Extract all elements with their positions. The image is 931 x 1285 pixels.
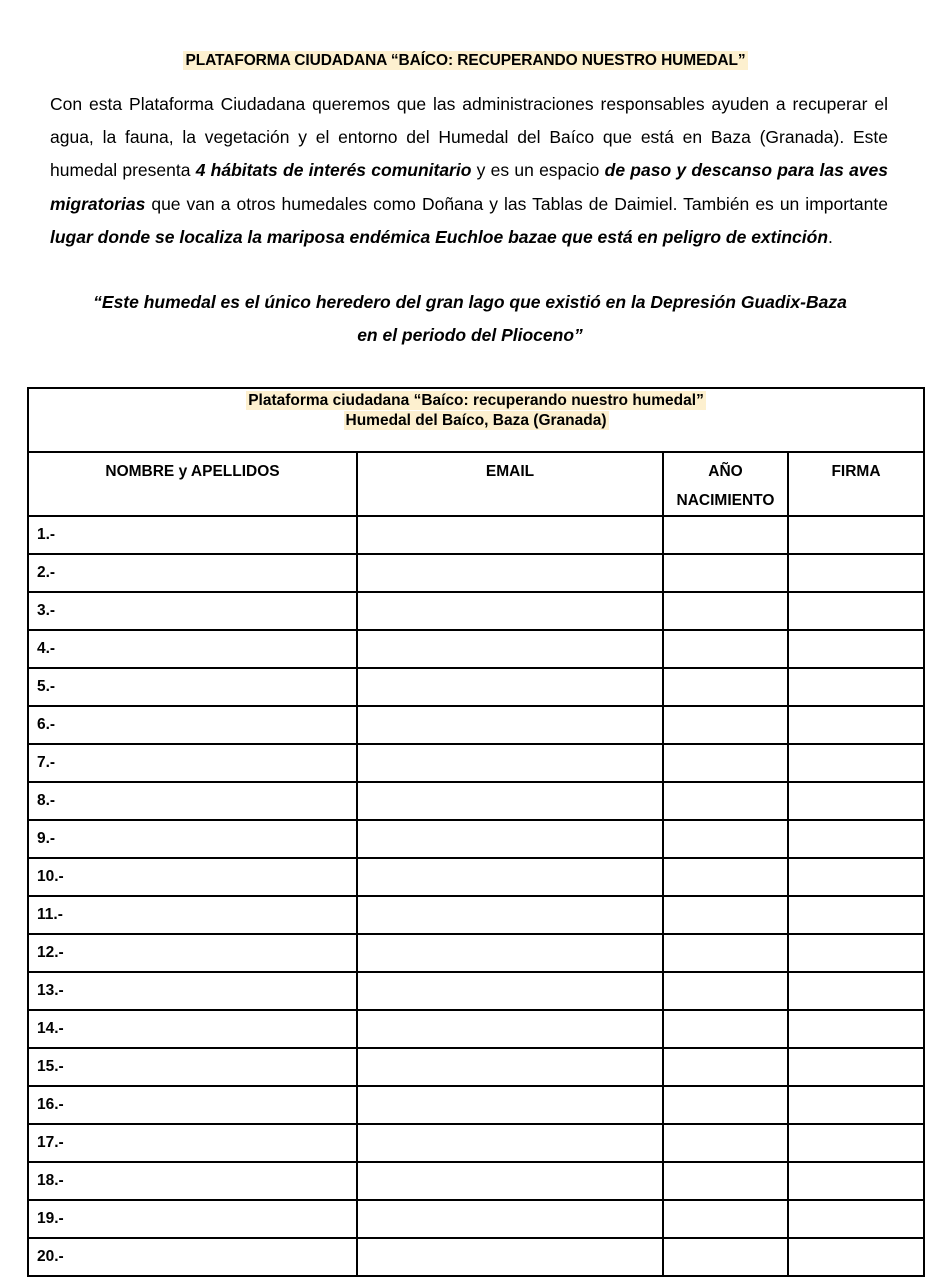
birth-year-cell[interactable] bbox=[663, 1162, 788, 1200]
row-number-name-cell[interactable]: 5.- bbox=[28, 668, 357, 706]
table-row bbox=[28, 516, 924, 554]
birth-year-cell[interactable] bbox=[663, 1238, 788, 1276]
signature-cell[interactable] bbox=[788, 972, 924, 1010]
table-row bbox=[28, 1010, 924, 1048]
header-birth-year: AÑO NACIMIENTO bbox=[663, 452, 788, 516]
signature-cell[interactable] bbox=[788, 896, 924, 934]
birth-year-cell[interactable] bbox=[663, 668, 788, 706]
signature-cell[interactable] bbox=[788, 1162, 924, 1200]
signature-cell[interactable] bbox=[788, 934, 924, 972]
row-number-name-cell[interactable]: 13.- bbox=[28, 972, 357, 1010]
row-number-name-cell[interactable]: 10.- bbox=[28, 858, 357, 896]
email-cell[interactable] bbox=[357, 554, 663, 592]
emphasis-migratory-birds: de paso y descanso para las aves migratorias bbox=[50, 160, 889, 214]
birth-year-cell[interactable] bbox=[663, 934, 788, 972]
signature-cell[interactable] bbox=[788, 706, 924, 744]
signature-cell[interactable] bbox=[788, 858, 924, 896]
signature-cell[interactable] bbox=[788, 668, 924, 706]
row-number-name-cell[interactable]: 14.- bbox=[28, 1010, 357, 1048]
email-cell[interactable] bbox=[357, 630, 663, 668]
row-number-name-cell[interactable]: 17.- bbox=[28, 1124, 357, 1162]
table-row bbox=[28, 1162, 924, 1200]
signature-cell[interactable] bbox=[788, 1010, 924, 1048]
email-cell[interactable] bbox=[357, 858, 663, 896]
row-number-name-cell[interactable]: 18.- bbox=[28, 1162, 357, 1200]
quote-line-1: “Este humedal es el único heredero del gran lago que existió en la Depresión Guadix-Baza bbox=[93, 292, 847, 312]
signature-cell[interactable] bbox=[788, 1200, 924, 1238]
email-cell[interactable] bbox=[357, 1124, 663, 1162]
signature-cell[interactable] bbox=[788, 744, 924, 782]
birth-year-cell[interactable] bbox=[663, 744, 788, 782]
quote-line-2: en el periodo del Plioceno” bbox=[357, 325, 583, 345]
signature-cell[interactable] bbox=[788, 1124, 924, 1162]
email-cell[interactable] bbox=[357, 1086, 663, 1124]
row-number-name-cell[interactable]: 4.- bbox=[28, 630, 357, 668]
row-number-name-cell[interactable]: 3.- bbox=[28, 592, 357, 630]
header-name: NOMBRE y APELLIDOS bbox=[28, 452, 357, 516]
emphasis-butterfly: lugar donde se localiza la mariposa endémica Euchloe bazae que está en peligro de extinción bbox=[50, 226, 829, 247]
signature-cell[interactable] bbox=[788, 782, 924, 820]
table-row bbox=[28, 592, 924, 630]
table-caption-row bbox=[28, 388, 924, 452]
birth-year-cell[interactable] bbox=[663, 516, 788, 554]
signature-table bbox=[27, 387, 925, 1277]
birth-year-cell[interactable] bbox=[663, 592, 788, 630]
table-row bbox=[28, 1048, 924, 1086]
birth-year-cell[interactable] bbox=[663, 782, 788, 820]
document-title: PLATAFORMA CIUDADANA “BAÍCO: RECUPERANDO NUESTRO HUMEDAL” bbox=[185, 52, 746, 69]
table-header-row bbox=[28, 452, 924, 516]
signature-cell[interactable] bbox=[788, 1086, 924, 1124]
row-number-name-cell[interactable]: 12.- bbox=[28, 934, 357, 972]
signature-cell[interactable] bbox=[788, 1238, 924, 1276]
table-row bbox=[28, 782, 924, 820]
table-row bbox=[28, 820, 924, 858]
email-cell[interactable] bbox=[357, 1048, 663, 1086]
email-cell[interactable] bbox=[357, 706, 663, 744]
birth-year-cell[interactable] bbox=[663, 858, 788, 896]
header-signature: FIRMA bbox=[788, 452, 924, 516]
signature-cell[interactable] bbox=[788, 516, 924, 554]
row-number-name-cell[interactable]: 6.- bbox=[28, 706, 357, 744]
signature-cell[interactable] bbox=[788, 820, 924, 858]
birth-year-cell[interactable] bbox=[663, 1124, 788, 1162]
birth-year-cell[interactable] bbox=[663, 1010, 788, 1048]
row-number-name-cell[interactable]: 19.- bbox=[28, 1200, 357, 1238]
email-cell[interactable] bbox=[357, 782, 663, 820]
birth-year-cell[interactable] bbox=[663, 1048, 788, 1086]
row-number-name-cell[interactable]: 11.- bbox=[28, 896, 357, 934]
birth-year-cell[interactable] bbox=[663, 896, 788, 934]
email-cell[interactable] bbox=[357, 972, 663, 1010]
table-row bbox=[28, 554, 924, 592]
table-row bbox=[28, 1238, 924, 1276]
birth-year-cell[interactable] bbox=[663, 630, 788, 668]
emphasis-habitats: 4 hábitats de interés comunitario bbox=[195, 160, 472, 181]
email-cell[interactable] bbox=[357, 820, 663, 858]
birth-year-cell[interactable] bbox=[663, 706, 788, 744]
email-cell[interactable] bbox=[357, 934, 663, 972]
table-row bbox=[28, 1200, 924, 1238]
row-number-name-cell[interactable]: 2.- bbox=[28, 554, 357, 592]
row-number-name-cell[interactable]: 16.- bbox=[28, 1086, 357, 1124]
email-cell[interactable] bbox=[357, 516, 663, 554]
row-number-name-cell[interactable]: 7.- bbox=[28, 744, 357, 782]
email-cell[interactable] bbox=[357, 1200, 663, 1238]
email-cell[interactable] bbox=[357, 592, 663, 630]
table-row bbox=[28, 934, 924, 972]
signature-cell[interactable] bbox=[788, 1048, 924, 1086]
table-row bbox=[28, 630, 924, 668]
email-cell[interactable] bbox=[357, 896, 663, 934]
birth-year-cell[interactable] bbox=[663, 820, 788, 858]
email-cell[interactable] bbox=[357, 1162, 663, 1200]
email-cell[interactable] bbox=[357, 744, 663, 782]
quote bbox=[40, 286, 900, 352]
row-number-name-cell[interactable]: 20.- bbox=[28, 1238, 357, 1276]
table-row bbox=[28, 1124, 924, 1162]
table-row bbox=[28, 668, 924, 706]
row-number-name-cell[interactable]: 1.- bbox=[28, 516, 357, 554]
birth-year-cell[interactable] bbox=[663, 554, 788, 592]
signature-cell[interactable] bbox=[788, 554, 924, 592]
email-cell[interactable] bbox=[357, 1010, 663, 1048]
email-cell[interactable] bbox=[357, 1238, 663, 1276]
signature-cell[interactable] bbox=[788, 630, 924, 668]
row-number-name-cell[interactable]: 8.- bbox=[28, 782, 357, 820]
intro-paragraph: Con esta Plataforma Ciudadana queremos que las administraciones responsables ayuden a recuperar el agua, la fauna, la vegetación y el entorno del Humedal del Baíco que está en Baza (Granada). Este humedal presenta 4 hábitats de interés comunitario y es un espacio de paso y descanso para las aves migratorias que van a otros humedales como Doñana y las Tablas de Daimiel. También es un importante lugar donde se localiza la mariposa endémica Euchloe bazae que está en peligro de extinción. bbox=[50, 94, 889, 247]
header-email: EMAIL bbox=[357, 452, 663, 516]
birth-year-cell[interactable] bbox=[663, 1200, 788, 1238]
table-row bbox=[28, 706, 924, 744]
row-number-name-cell[interactable]: 9.- bbox=[28, 820, 357, 858]
birth-year-cell[interactable] bbox=[663, 972, 788, 1010]
table-row bbox=[28, 1086, 924, 1124]
table-caption: Plataforma ciudadana “Baíco: recuperando nuestro humedal” Humedal del Baíco, Baza (Granada) bbox=[28, 388, 924, 452]
table-row bbox=[28, 972, 924, 1010]
email-cell[interactable] bbox=[357, 668, 663, 706]
row-number-name-cell[interactable]: 15.- bbox=[28, 1048, 357, 1086]
table-row bbox=[28, 744, 924, 782]
table-row bbox=[28, 858, 924, 896]
birth-year-cell[interactable] bbox=[663, 1086, 788, 1124]
table-row bbox=[28, 896, 924, 934]
signature-cell[interactable] bbox=[788, 592, 924, 630]
